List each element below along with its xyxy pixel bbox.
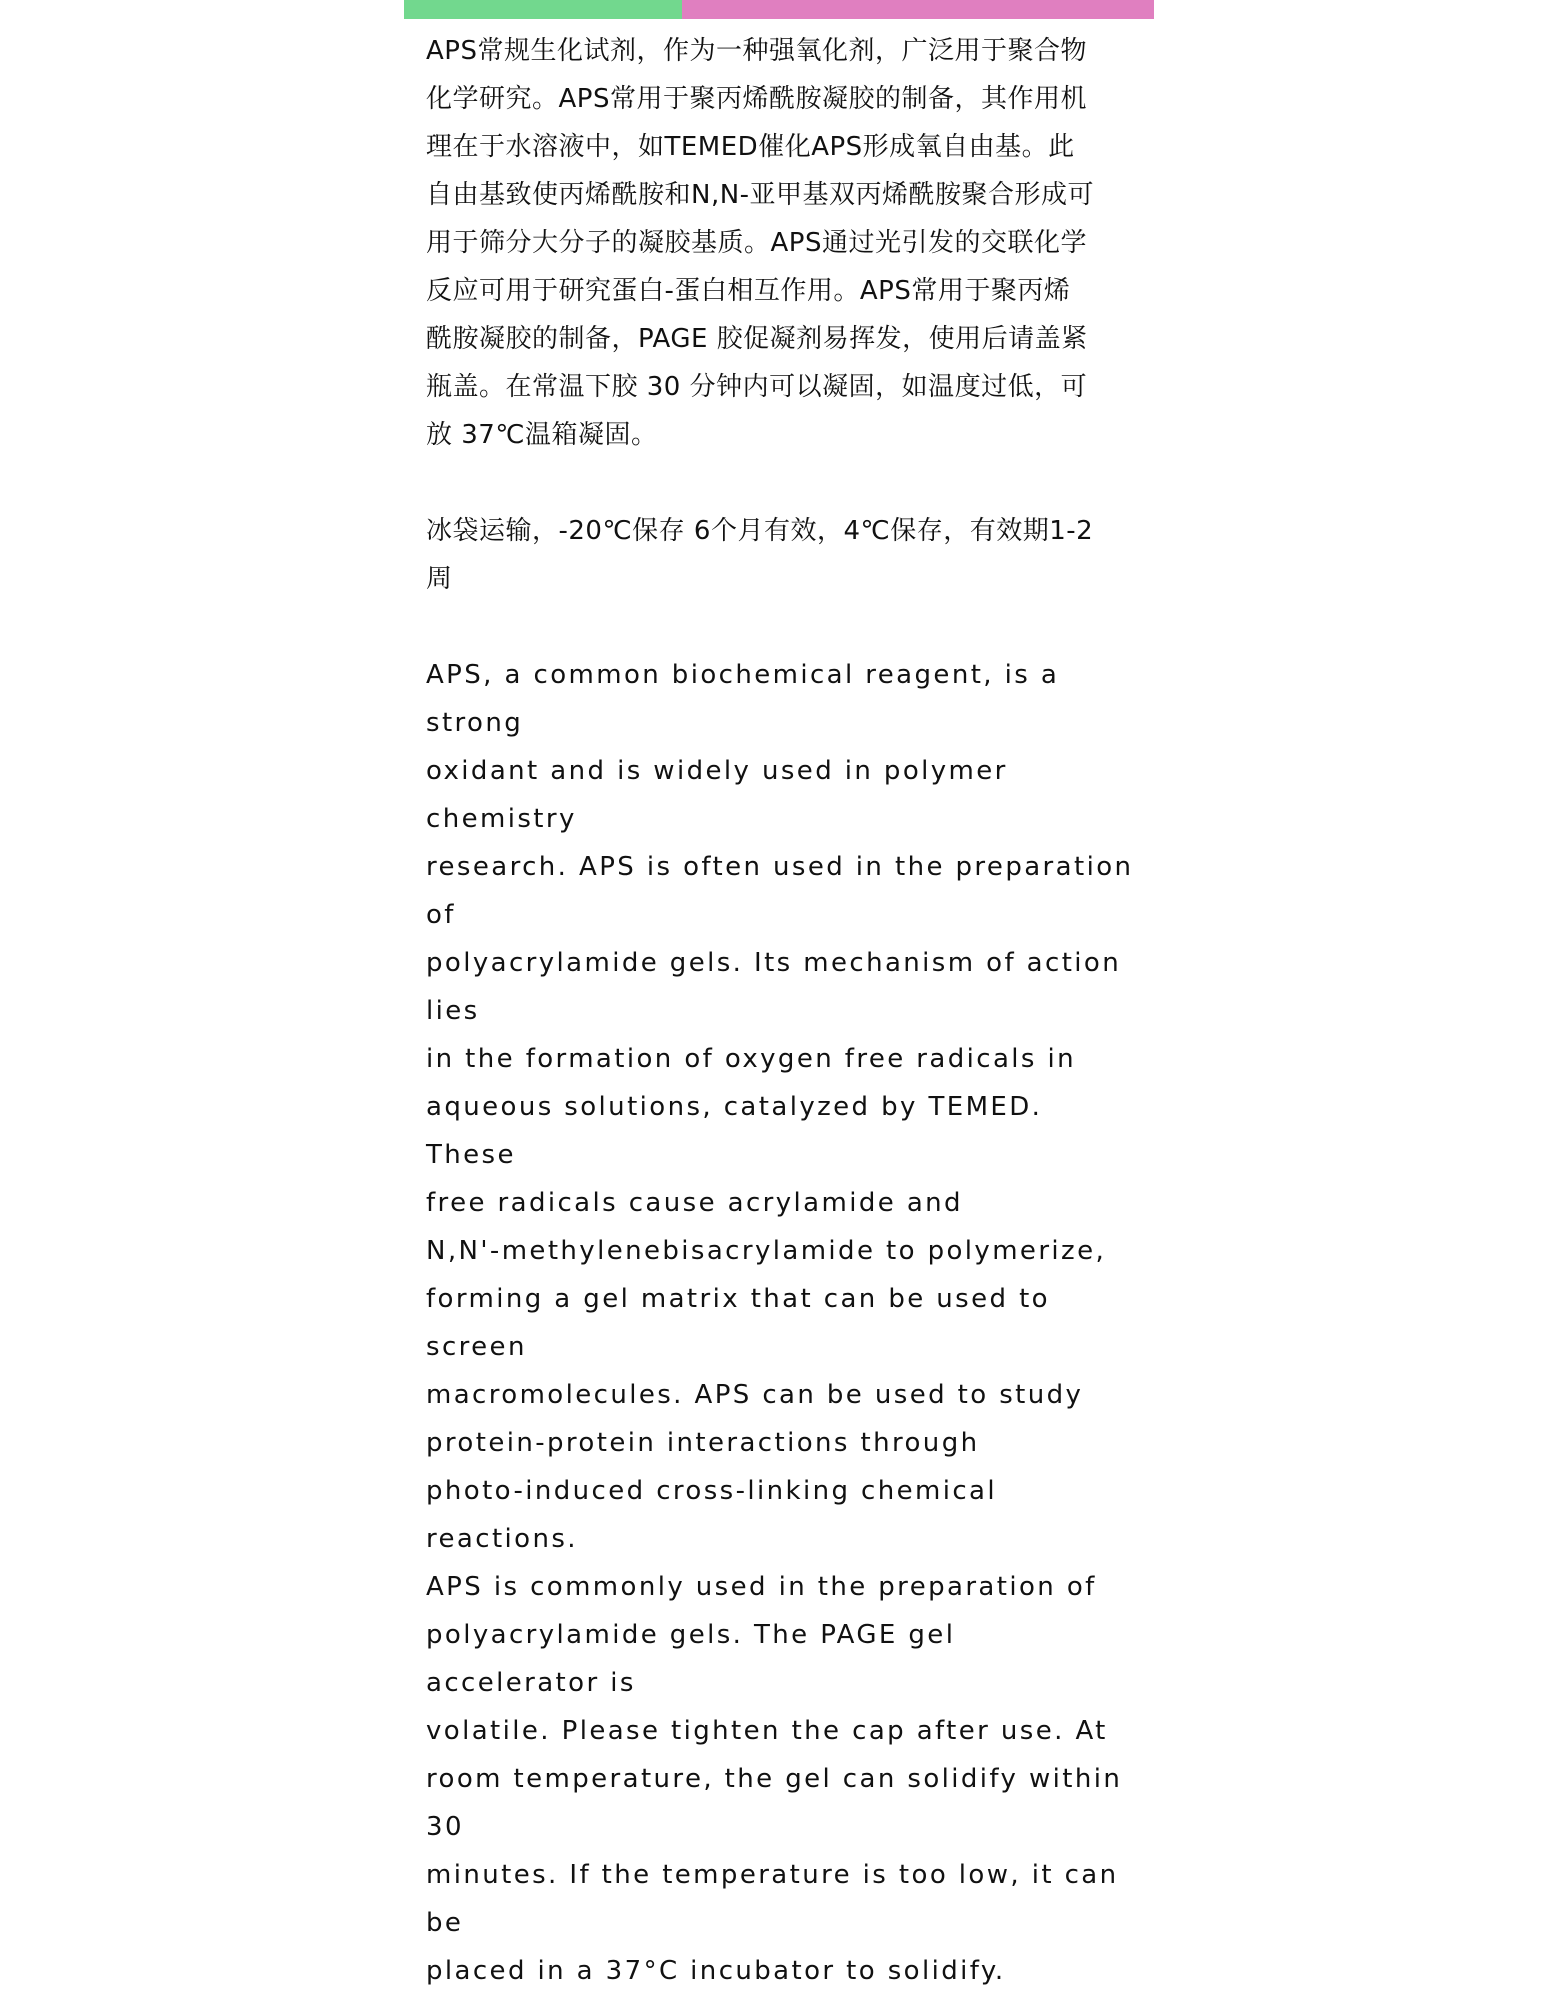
- paragraph-spacer: [426, 459, 1138, 507]
- paragraph-spacer: [426, 603, 1138, 651]
- storage-info-zh: 冰袋运输，-20℃保存 6个月有效，4℃保存，有效期1-2 周: [426, 516, 1094, 594]
- description-zh: APS常规生化试剂，作为一种强氧化剂，广泛用于聚合物 化学研究。APS常用于聚丙烯酰胺凝胶的制备，其作用机 理在于水溶液中，如TEMED催化APS形成氧自由基。此 自由基致使丙烯酰胺和N,N-亚甲基双丙烯酰胺聚合形成可 用于筛分大分子的凝胶基质。APS通过光引发的交联化学 反应可用于研究蛋白-蛋白相互作用。APS常用于聚丙烯 酰胺凝胶的制备，PAGE 胶促凝剂易挥发，使用后请盖紧 瓶盖。在常温下胶 30 分钟内可以凝固，如温度过低，可 放 37℃温箱凝固。: [426, 36, 1095, 450]
- description-en: APS, a common biochemical reagent, is a strong oxidant and is widely used in polymer chemistry research. APS is often used in the preparation of polyacrylamide gels. Its mechanism of action lies in the formation of oxygen free radicals in aqueous solutions, catalyzed by TEMED. These free radicals cause acrylamide and N,N'-methylenebisacrylamide to polymerize, forming a gel matrix that can be used to screen macromolecules. APS can be used to study protein-protein interactions through photo-induced cross-linking chemical reactions. APS is commonly used in the preparation of polyacrylamide gels. The PAGE gel accelerator is volatile. Please tighten the cap after use. At room temperature, the gel can solidify within 30 minutes. If the temperature is too low, it can be placed in a 37°C incubator to solidify.: [426, 660, 1134, 1986]
- top-bar-green-segment: [404, 0, 682, 19]
- top-bar-pink-segment: [682, 0, 1154, 19]
- top-color-bar: [404, 0, 1154, 19]
- product-description: [426, 27, 1138, 1995]
